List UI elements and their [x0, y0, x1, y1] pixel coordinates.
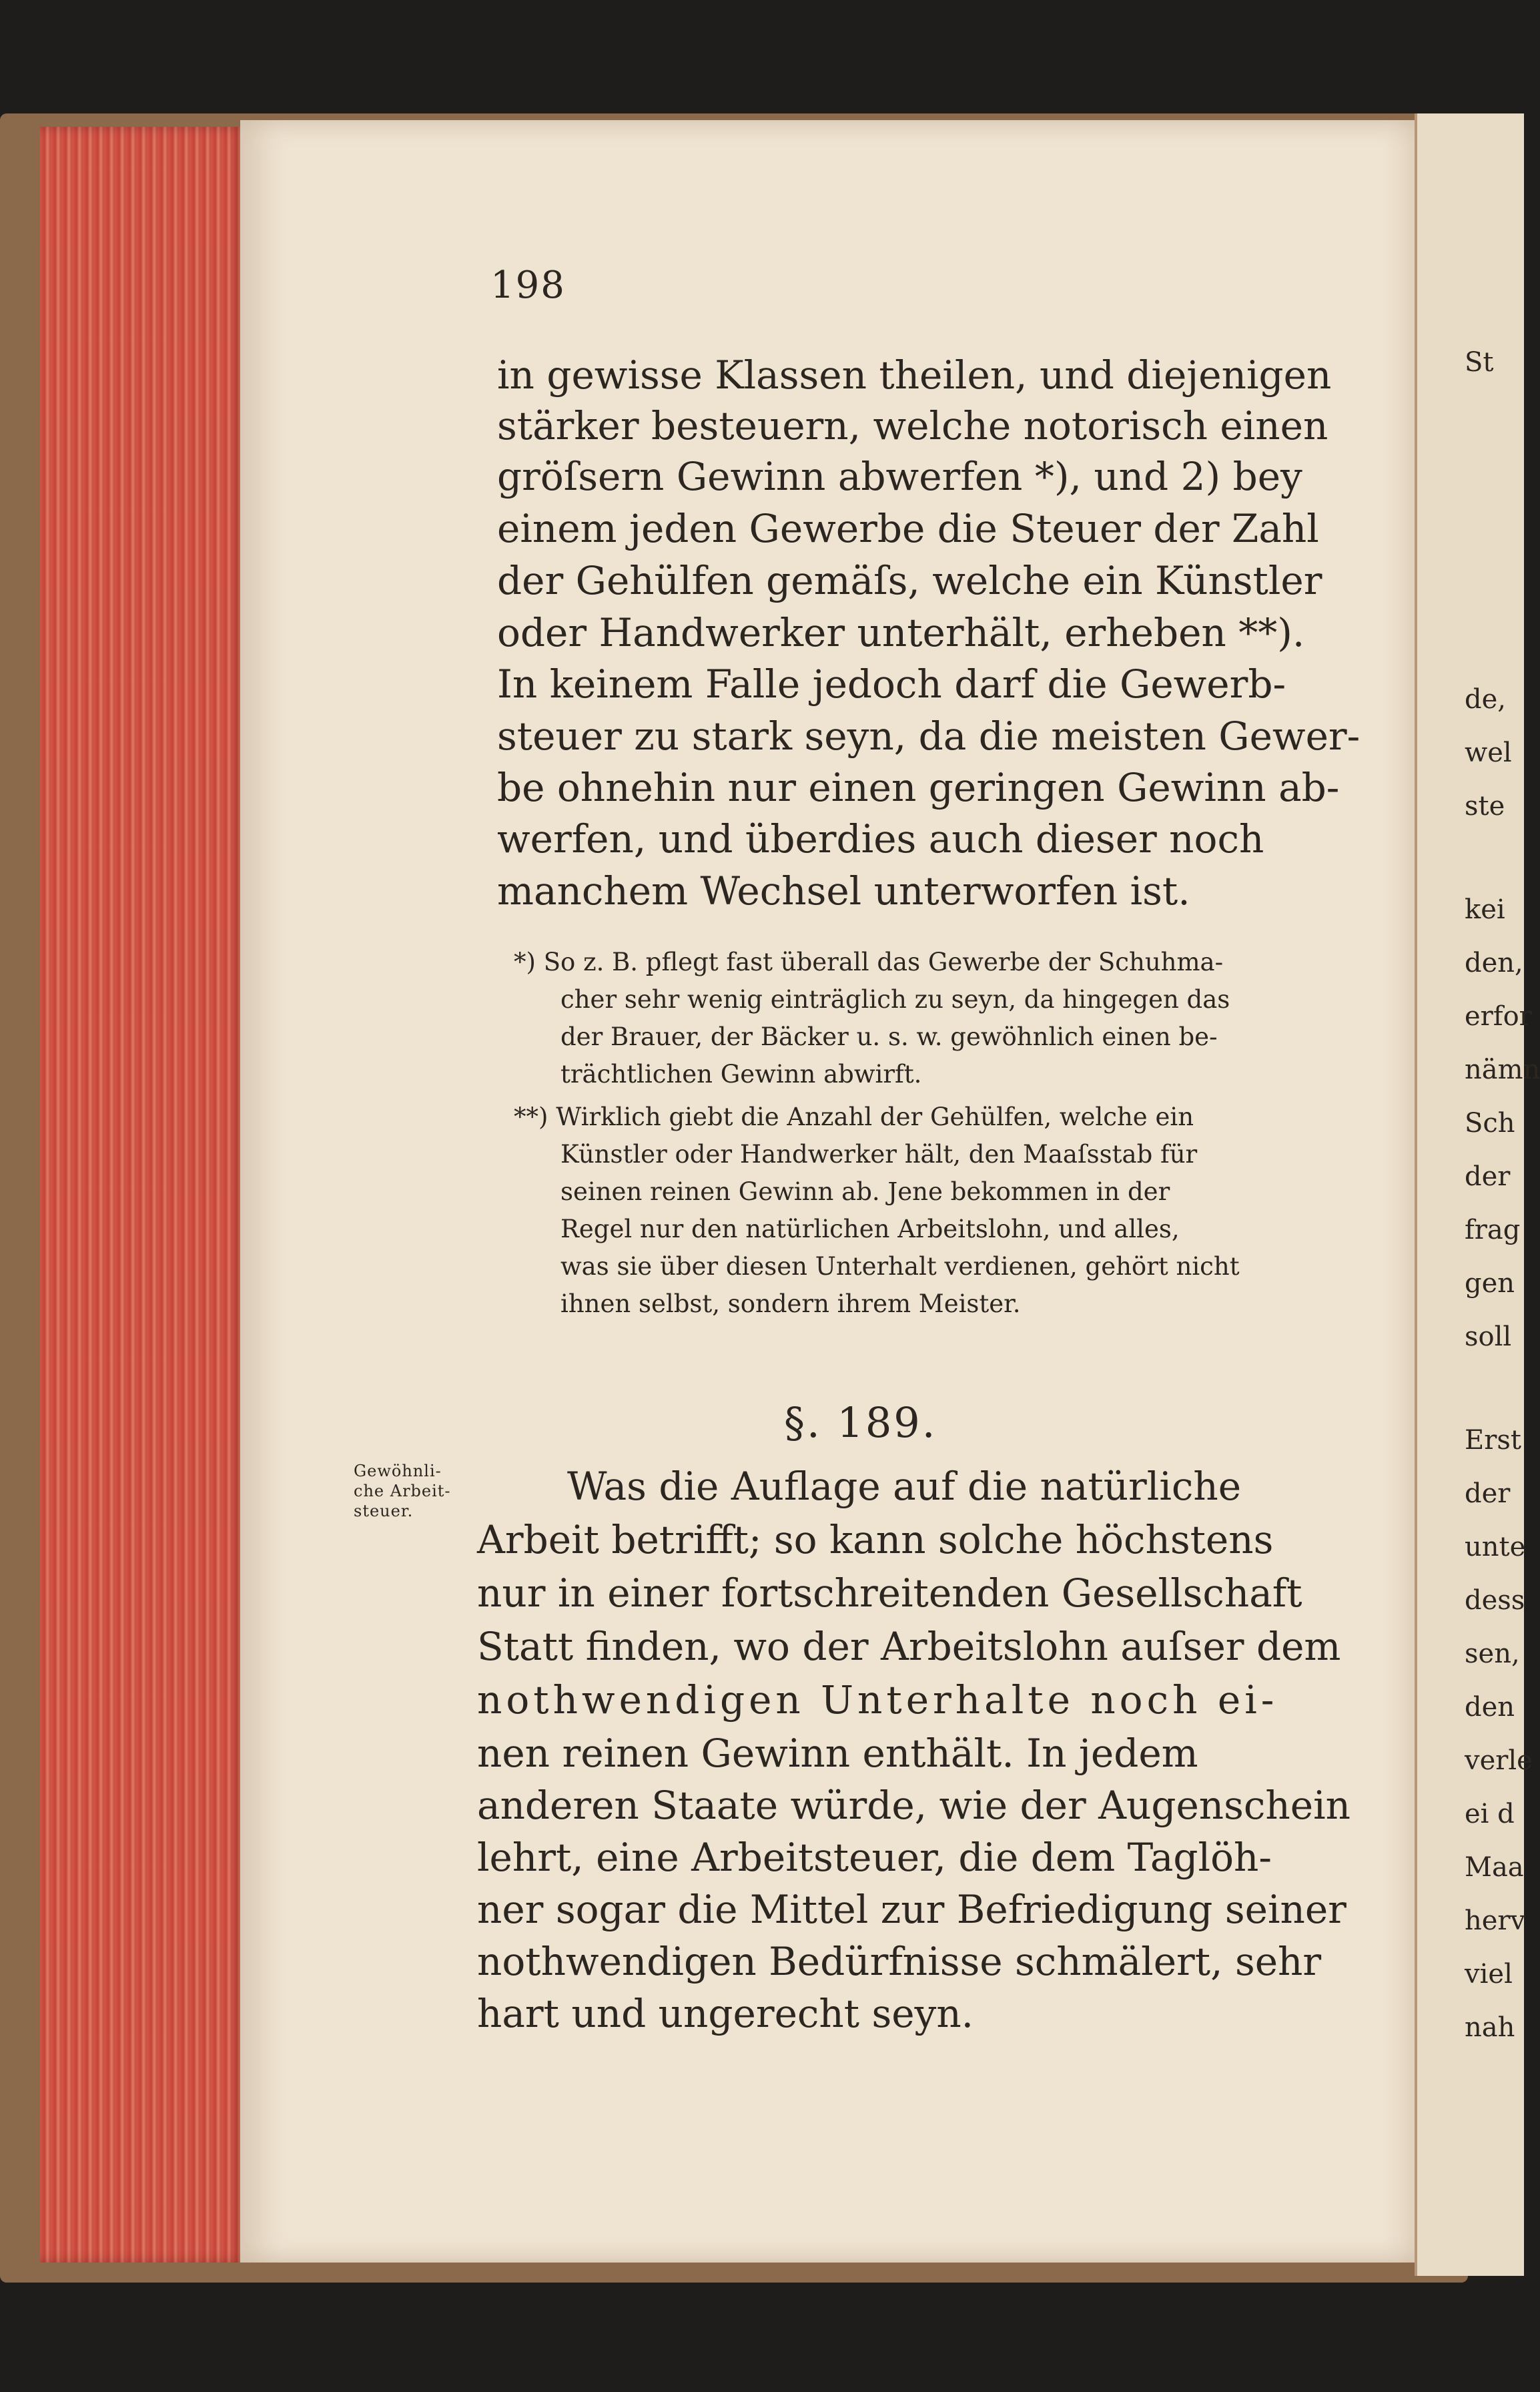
- facing-page-fragment: der: [1465, 1161, 1511, 1192]
- footnote-line: *) So z. B. pflegt fast überall das Gewerbe der Schuhma-: [514, 948, 1224, 976]
- margin-note-line: Gewöhnli-: [354, 1462, 442, 1480]
- facing-page-fragment: frag: [1465, 1215, 1521, 1245]
- text-line: steuer zu stark seyn, da die meisten Gewer-: [497, 713, 1361, 759]
- facing-page-fragment: Sch: [1465, 1108, 1515, 1139]
- facing-page-fragment: den: [1465, 1692, 1515, 1723]
- text-line: Was die Auflage auf die natürliche: [567, 1464, 1242, 1509]
- footnote-line: der Brauer, der Bäcker u. s. w. gewöhnlich einen be-: [560, 1022, 1218, 1051]
- text-line: nur in einer fortschreitenden Gesellschaft: [477, 1570, 1302, 1616]
- facing-page-fragment: gen: [1465, 1268, 1515, 1299]
- facing-page-fragment: der: [1465, 1478, 1511, 1509]
- page-edges: [40, 127, 247, 2263]
- footnote-line: cher sehr wenig einträglich zu seyn, da hingegen das: [560, 985, 1230, 1014]
- facing-page-fragment: St: [1465, 347, 1494, 378]
- text-line: In keinem Falle jedoch darf die Gewerb-: [497, 661, 1286, 707]
- facing-page-fragment: nämn: [1465, 1055, 1540, 1085]
- text-line: hart und ungerecht seyn.: [477, 1991, 974, 2036]
- footnote-line: ihnen selbst, sondern ihrem Meister.: [560, 1289, 1021, 1318]
- text-line: werfen, und überdies auch dieser noch: [497, 816, 1264, 862]
- facing-page-fragment: herv: [1465, 1905, 1526, 1936]
- text-line: nen reinen Gewinn enthält. In jedem: [477, 1731, 1198, 1776]
- facing-page-fragment: erfor: [1465, 1001, 1532, 1032]
- facing-page-fragment: den,: [1465, 948, 1523, 978]
- footnote-line: seinen reinen Gewinn ab. Jene bekommen in der: [560, 1177, 1170, 1206]
- text-line: Statt finden, wo der Arbeitslohn auſser dem: [477, 1624, 1341, 1669]
- facing-page-fragment: Erst: [1465, 1425, 1521, 1456]
- facing-page-fragment: unte: [1465, 1532, 1526, 1562]
- text-line: anderen Staate würde, wie der Augenschein: [477, 1783, 1351, 1828]
- facing-page-fragment: de,: [1465, 684, 1506, 715]
- text-line: nothwendigen Bedürfnisse schmälert, sehr: [477, 1939, 1322, 1984]
- facing-page-fragment: verle: [1465, 1745, 1533, 1776]
- footnote-line: trächtlichen Gewinn abwirft.: [560, 1060, 922, 1089]
- text-line: der Gehülfen gemäſs, welche ein Künstler: [497, 558, 1322, 603]
- facing-page-fragment: kei: [1465, 894, 1505, 925]
- footnote-line: was sie über diesen Unterhalt verdienen, gehört nicht: [560, 1252, 1240, 1281]
- facing-page: [1415, 113, 1524, 2276]
- text-line: oder Handwerker unterhält, erheben **).: [497, 610, 1305, 655]
- facing-page-fragment: wel: [1465, 737, 1512, 768]
- margin-note-line: steuer.: [354, 1502, 414, 1520]
- text-line: gröſsern Gewinn abwerfen *), und 2) bey: [497, 454, 1302, 499]
- facing-page-fragment: viel: [1465, 1959, 1513, 1990]
- footnote-line: Regel nur den natürlichen Arbeitslohn, und alles,: [560, 1215, 1180, 1243]
- facing-page-fragment: nah: [1465, 2012, 1515, 2043]
- facing-page-fragment: ste: [1465, 791, 1505, 822]
- text-line: ner sogar die Mittel zur Befriedigung seiner: [477, 1887, 1346, 1932]
- text-line: manchem Wechsel unterworfen ist.: [497, 868, 1190, 914]
- text-line: nothwendigen Unterhalte noch ei-: [477, 1677, 1278, 1723]
- footnote-line: Künstler oder Handwerker hält, den Maaſsstab für: [560, 1140, 1198, 1169]
- facing-page-fragment: dess: [1465, 1585, 1525, 1616]
- text-line: be ohnehin nur einen geringen Gewinn ab-: [497, 765, 1340, 810]
- facing-page-fragment: ei d: [1465, 1799, 1515, 1829]
- footnote-line: **) Wirklich giebt die Anzahl der Gehülfen, welche ein: [514, 1103, 1194, 1131]
- facing-page-fragment: sen,: [1465, 1638, 1520, 1669]
- facing-page-fragment: soll: [1465, 1321, 1512, 1352]
- text-line: in gewisse Klassen theilen, und diejenigen: [497, 352, 1332, 398]
- facing-page-fragment: Maa: [1465, 1852, 1524, 1883]
- section-heading: §. 189.: [784, 1398, 937, 1447]
- text-line: lehrt, eine Arbeitsteuer, die dem Taglöh-: [477, 1835, 1272, 1880]
- text-line: Arbeit betrifft; so kann solche höchstens: [477, 1517, 1274, 1562]
- page-number: 198: [490, 264, 566, 307]
- margin-note-line: che Arbeit-: [354, 1482, 451, 1500]
- text-line: einem jeden Gewerbe die Steuer der Zahl: [497, 506, 1319, 551]
- text-line: stärker besteuern, welche notorisch einen: [497, 403, 1328, 448]
